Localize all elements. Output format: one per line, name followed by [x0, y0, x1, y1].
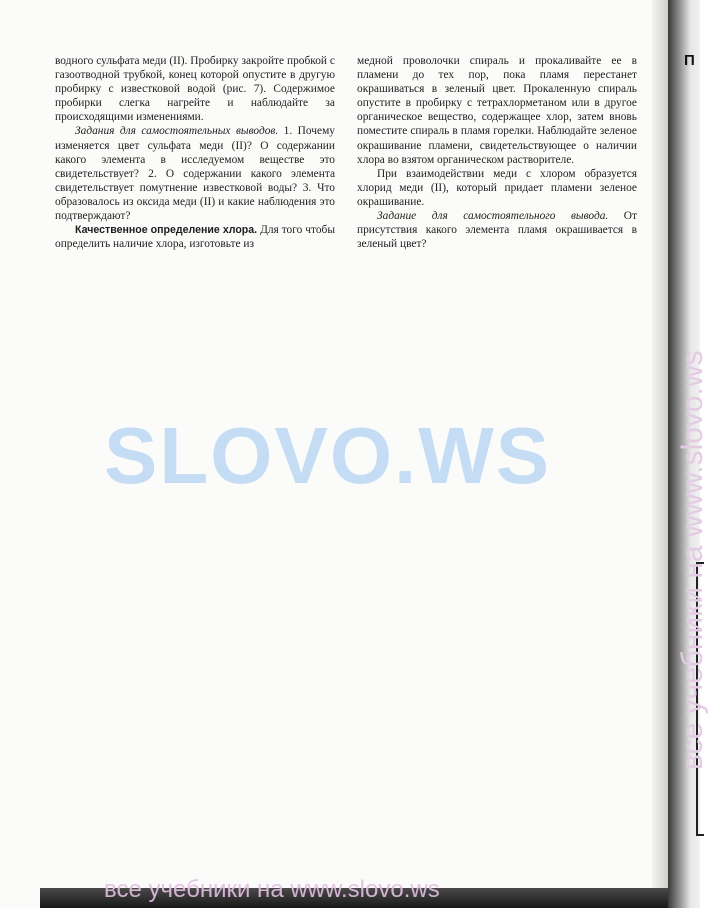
tasks-text: 1. Почему изменяется цвет сульфата меди (II)? О содержании какого элемента в исследуемом веществе это свидетельствует? 2. О содержании какого элемента свидетельствует помутнение известковой воды? 3. Что образовалось из оксида меди (II) и какие наблюдения это подтверждают? — [55, 125, 335, 223]
paragraph-intro: водного сульфата меди (II). Пробирку закройте пробкой с газоотводной трубкой, конец которой опустите в другую пробирку с известковой водой (рис. 7). Содержимое пробирки слегка нагрейте и наблюдайте за происходящими изменениями. — [55, 55, 335, 124]
paragraph-chlorine — [55, 223, 335, 251]
task-heading: Задание для самостоятельного вывода. — [377, 210, 609, 223]
page-gutter-shadow — [652, 0, 668, 908]
paragraph-tasks — [55, 124, 335, 223]
task-text: От присутствия какого элемента пламя окрашивается в зеленый цвет? — [357, 210, 637, 251]
tasks-heading: Задания для самостоятельных выводов. — [75, 125, 279, 138]
paragraph-copper-chloride: При взаимодействии меди с хлором образуется хлорид меди (II), который придает пламени зеленое окрашивание. — [357, 167, 637, 208]
next-page-letter: П — [684, 52, 695, 69]
right-column — [357, 54, 637, 251]
paragraph-task — [357, 209, 637, 251]
center-watermark: SLOVO.WS — [104, 411, 552, 500]
chlorine-heading: Качественное определение хлора. — [75, 224, 258, 237]
paragraph-spiral: медной проволочки спираль и прокаливайте ее в пламени до тех пор, пока пламя перестанет окрашиваться в зеленый цвет. Прокаленную спираль опустите в пробирку с тетрахлорметаном или в другое органическое вещество, содержащее хлор, затем вновь поместите спираль в пламя горелки. Наблюдайте зеленое окрашивание пламени, свидетельствующее о наличии хлора во взятом органическом растворителе. — [357, 55, 637, 166]
chlorine-text: Для того чтобы определить наличие хлора, изготовьте из — [55, 224, 335, 251]
left-column — [55, 54, 335, 251]
vertical-watermark: все учебники на www.slovo.ws — [676, 350, 709, 770]
bottom-watermark: все учебники на www.slovo.ws — [104, 876, 440, 903]
